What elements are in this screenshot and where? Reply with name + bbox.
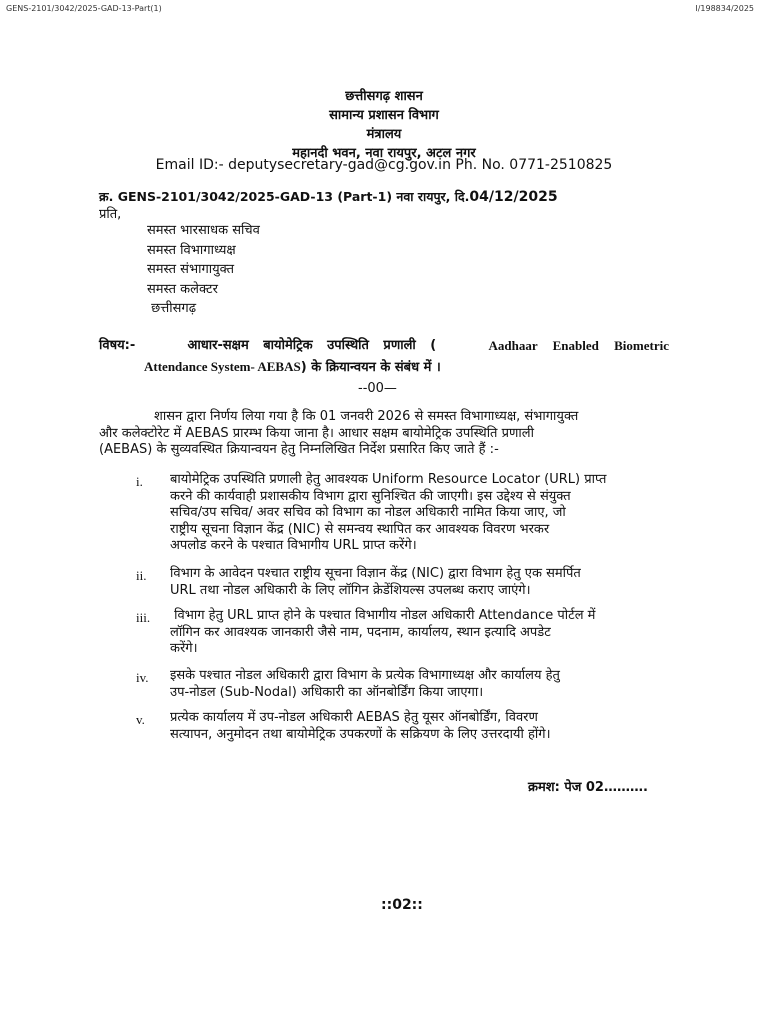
item-number: iv. bbox=[136, 670, 149, 685]
instruction-line: करने की कार्यवाही प्रशासकीय विभाग द्वारा सुनिश्चित की जाएगी। इस उद्देश्य से संयुक्त bbox=[170, 488, 571, 504]
ministry-name: मंत्रालय bbox=[366, 127, 402, 142]
continuation-note: क्रमश: पेज 02………. bbox=[528, 780, 648, 795]
intro-line: और कलेक्टोरेट में AEBAS प्रारम्भ किया जाना है। आधार सक्षम बायोमेट्रिक उपस्थिति प्रणाली bbox=[99, 425, 534, 441]
subject-block bbox=[99, 335, 669, 378]
reference-number: क्र. GENS-2101/3042/2025-GAD-13 (Part-1) नवा रायपुर, दि. bbox=[99, 189, 470, 204]
intro-line: (AEBAS) के सुव्यवस्थित क्रियान्वयन हेतु निम्नलिखित निर्देश प्रसारित किए जाते हैं :- bbox=[99, 442, 499, 458]
instruction-item bbox=[170, 472, 669, 555]
contact-line: Email ID:- deputysecretary-gad@cg.gov.in Ph. No. 0771-2510825 bbox=[155, 157, 613, 173]
subject-line2-english: Attendance System- AEBAS bbox=[144, 359, 301, 374]
instruction-item bbox=[170, 608, 669, 658]
instruction-line: उप-नोडल (Sub-Nodal) अधिकारी का ऑनबोर्डिंग किया जाएगा। bbox=[170, 684, 484, 700]
subject-label: विषय:- bbox=[99, 338, 136, 353]
government-name: छत्तीसगढ़ शासन bbox=[345, 89, 423, 104]
instruction-line: प्रत्येक कार्यालय में उप-नोडल अधिकारी AEBAS हेतु यूसर ऑनबोर्डिंग, विवरण bbox=[170, 710, 538, 725]
instruction-line: विभाग के आवेदन पश्चात राष्ट्रीय सूचना विज्ञान केंद्र (NIC) द्वारा विभाग हेतु एक समर्पित bbox=[170, 566, 581, 581]
subject-line1-hindi: आधार-सक्षम बायोमेट्रिक उपस्थिति प्रणाली ( bbox=[187, 338, 437, 353]
reference-date: 04/12/2025 bbox=[469, 189, 558, 205]
instruction-line: राष्ट्रीय सूचना विज्ञान केंद्र (NIC) से समन्वय स्थापित कर आवश्यक विवरण भरकर bbox=[170, 521, 550, 537]
recipient-item: समस्त कलेक्टर bbox=[147, 281, 218, 297]
intro-line: शासन द्वारा निर्णय लिया गया है कि 01 जनवरी 2026 से समस्त विभागाध्यक्ष, संभागायुक्त bbox=[154, 409, 579, 424]
item-number: ii. bbox=[136, 568, 147, 583]
instruction-line: करेंगे। bbox=[170, 641, 198, 657]
separator: --00— bbox=[358, 381, 397, 396]
instruction-line: अपलोड करने के पश्चात विभागीय URL प्राप्त करेंगे। bbox=[170, 538, 417, 554]
instruction-item bbox=[170, 710, 669, 743]
instruction-line: सत्यापन, अनुमोदन तथा बायोमेट्रिक उपकरणों के सक्रियण के लिए उत्तरदायी होंगे। bbox=[170, 726, 551, 742]
instruction-line: विभाग हेतु URL प्राप्त होने के पश्चात विभागीय नोडल अधिकारी Attendance पोर्टल में bbox=[170, 608, 596, 623]
instruction-item bbox=[170, 668, 669, 701]
department-name: सामान्य प्रशासन विभाग bbox=[329, 108, 439, 123]
office-address: महानदी भवन, नवा रायपुर, अटल नगर bbox=[292, 146, 476, 161]
addressee-label: प्रति, bbox=[99, 207, 122, 222]
instruction-line: लॉगिन कर आवश्यक जानकारी जैसे नाम, पदनाम, कार्यालय, स्थान इत्यादि अपडेट bbox=[170, 624, 551, 640]
recipient-item: छत्तीसगढ़ bbox=[147, 301, 197, 316]
instruction-item bbox=[170, 566, 669, 599]
item-number: v. bbox=[136, 712, 145, 727]
reference-line bbox=[99, 188, 558, 205]
instruction-line: सचिव/उप सचिव/ अवर सचिव को विभाग का नोडल अधिकारी नामित किया जाए, जो bbox=[170, 505, 566, 521]
subject-line1-english: Aadhaar Enabled Biometric bbox=[488, 338, 669, 353]
recipient-item: समस्त संभागायुक्त bbox=[147, 262, 235, 277]
instruction-line: इसके पश्चात नोडल अधिकारी द्वारा विभाग के प्रत्येक विभागाध्यक्ष और कार्यालय हेतु bbox=[170, 668, 560, 683]
instruction-line: URL तथा नोडल अधिकारी के लिए लॉगिन क्रेडेंशियल्स उपलब्ध कराए जाएंगे। bbox=[170, 582, 531, 598]
page-marker: ::02:: bbox=[381, 897, 423, 913]
receipt-number: I/198834/2025 bbox=[695, 4, 754, 13]
recipient-item: समस्त विभागाध्यक्ष bbox=[147, 242, 236, 258]
intro-paragraph bbox=[99, 409, 669, 459]
subject-line2-hindi: ) के क्रियान्वयन के संबंध में । bbox=[300, 360, 441, 375]
recipient-item: समस्त भारसाधक सचिव bbox=[147, 223, 260, 238]
item-number: iii. bbox=[136, 610, 151, 625]
file-number: GENS-2101/3042/2025-GAD-13-Part(1) bbox=[6, 4, 162, 13]
recipient-list bbox=[147, 221, 260, 319]
instruction-line: बायोमेट्रिक उपस्थिति प्रणाली हेतु आवश्यक Uniform Resource Locator (URL) प्राप्त bbox=[170, 472, 607, 487]
item-number: i. bbox=[136, 474, 143, 489]
